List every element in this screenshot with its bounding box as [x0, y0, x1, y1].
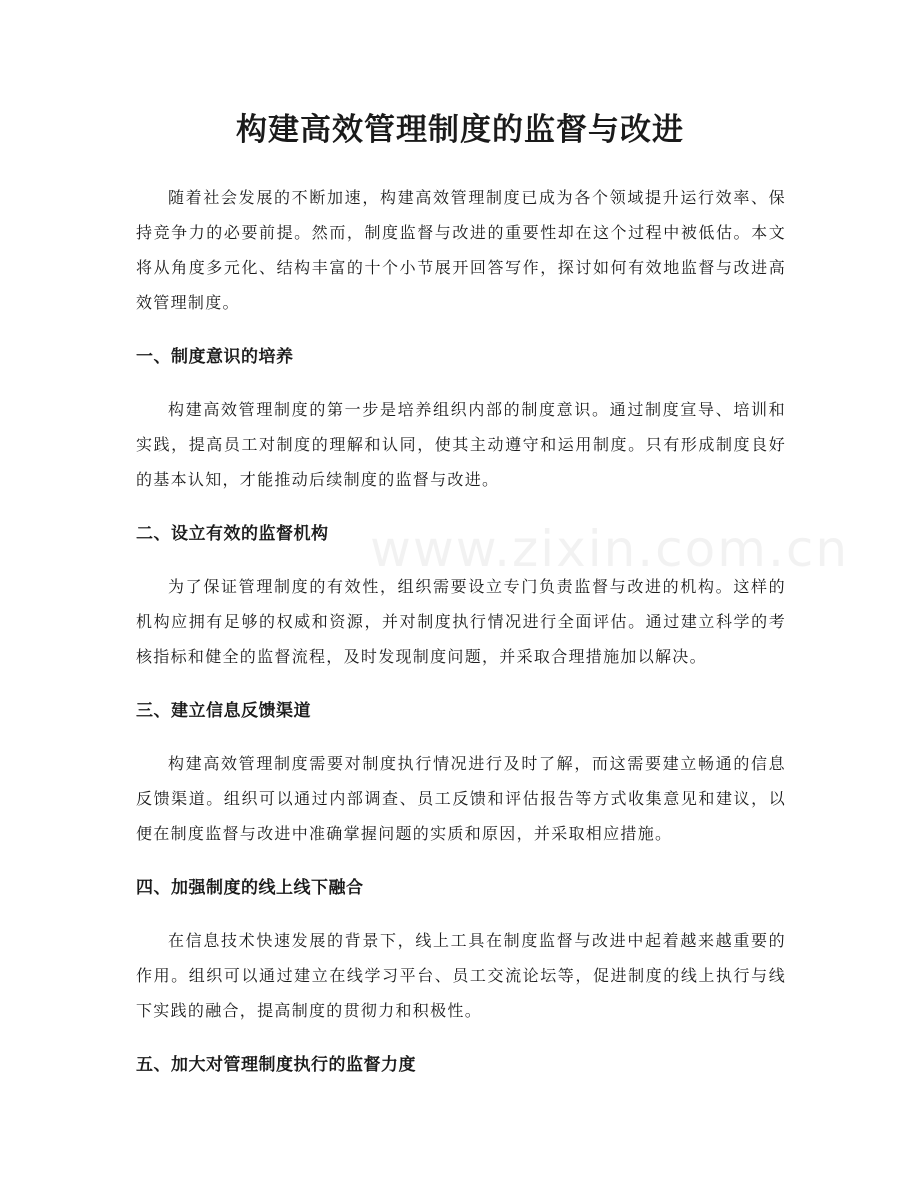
section-heading-2: 二、设立有效的监督机构 — [136, 524, 329, 544]
section-body-2: 为了保证管理制度的有效性，组织需要设立专门负责监督与改进的机构。这样的机构应拥有足够的权威和资源，并对制度执行情况进行全面评估。通过建立科学的考核指标和健全的监督流程，及时发现制度问题，并采取合理措施加以解决。 — [136, 577, 786, 666]
section-body-4: 在信息技术快速发展的背景下，线上工具在制度监督与改进中起着越来越重要的作用。组织可以通过建立在线学习平台、员工交流论坛等，促进制度的线上执行与线下实践的融合，提高制度的贯彻力和积极性。 — [136, 931, 786, 1020]
section-heading-1: 一、制度意识的培养 — [136, 347, 294, 367]
section-heading-3: 三、建立信息反馈渠道 — [136, 701, 311, 721]
document-body — [136, 180, 786, 1080]
section-body-3: 构建高效管理制度需要对制度执行情况进行及时了解，而这需要建立畅通的信息反馈渠道。组织可以通过内部调查、员工反馈和评估报告等方式收集意见和建议，以便在制度监督与改进中准确掌握问题的实质和原因，并采取相应措施。 — [136, 754, 786, 843]
intro-paragraph: 随着社会发展的不断加速，构建高效管理制度已成为各个领域提升运行效率、保持竞争力的必要前提。然而，制度监督与改进的重要性却在这个过程中被低估。本文将从角度多元化、结构丰富的十个小节展开回答写作，探讨如何有效地监督与改进高效管理制度。 — [136, 188, 786, 312]
watermark: www.zixin.com.cn — [370, 520, 850, 578]
section-body-1: 构建高效管理制度的第一步是培养组织内部的制度意识。通过制度宣导、培训和实践，提高员工对制度的理解和认同，使其主动遵守和运用制度。只有形成制度良好的基本认知，才能推动后续制度的监督与改进。 — [136, 400, 786, 489]
document-title: 构建高效管理制度的监督与改进 — [236, 112, 684, 148]
section-heading-5: 五、加大对管理制度执行的监督力度 — [136, 1055, 416, 1075]
section-heading-4: 四、加强制度的线上线下融合 — [136, 878, 364, 898]
